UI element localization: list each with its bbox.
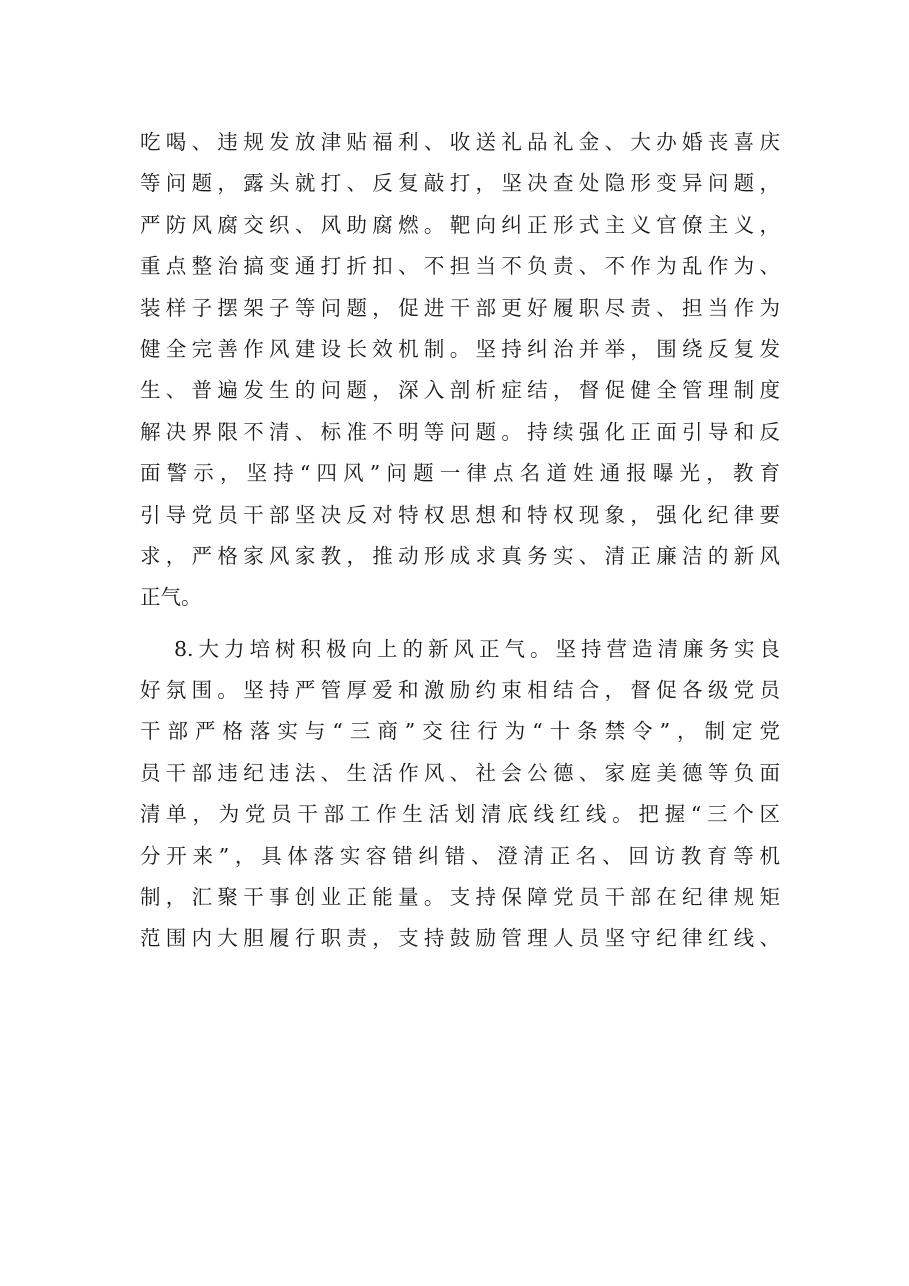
paragraph-line: 装样子摆架子等问题，促进干部更好履职尽责、担当作为 [140, 295, 780, 320]
paragraph-line: 重点整治搞变通打折扣、不担当不负责、不作为乱作为、 [140, 254, 780, 279]
paragraph-line: 分开来”，具体落实容错纠错、澄清正名、回访教育等机 [140, 843, 780, 868]
paragraph-line: 范围内大胆履行职责，支持鼓励管理人员坚守纪律红线、 [140, 926, 780, 951]
paragraph-line: 解决界限不清、标准不明等问题。持续强化正面引导和反 [140, 419, 780, 444]
paragraph-line: 吃喝、违规发放津贴福利、收送礼品礼金、大办婚丧喜庆 [140, 130, 780, 154]
paragraph-line: 严防风腐交织、风助腐燃。靶向纠正形式主义官僚主义， [140, 212, 780, 237]
paragraph-line: 健全完善作风建设长效机制。坚持纠治并举，围绕反复发 [140, 336, 780, 361]
paragraph-line: 生、普遍发生的问题，深入剖析症结，督促健全管理制度 [140, 378, 780, 403]
paragraph-gap [140, 619, 780, 629]
document-body [140, 122, 780, 960]
paragraph-line: 清单，为党员干部工作生活划清底线红线。把握“三个区 [140, 802, 780, 827]
paragraph-line: 正气。 [140, 585, 202, 610]
paragraph-line: 员干部违纪违法、生活作风、社会公德、家庭美德等负面 [140, 760, 780, 785]
paragraph-line: 等问题，露头就打、反复敲打，坚决查处隐形变异问题， [140, 171, 780, 196]
paragraph-line: 8.大力培树积极向上的新风正气。坚持营造清廉务实良 [174, 636, 780, 661]
paragraph-line: 面警示，坚持“四风”问题一律点名道姓通报曝光，教育 [140, 461, 780, 486]
paragraph-line: 引导党员干部坚决反对特权思想和特权现象，强化纪律要 [140, 502, 780, 527]
paragraph-line: 制，汇聚干事创业正能量。支持保障党员干部在纪律规矩 [140, 885, 780, 910]
paragraph-line: 求，严格家风家教，推动形成求真务实、清正廉洁的新风 [140, 543, 780, 568]
paragraph-1 [140, 122, 780, 619]
paragraph-2 [140, 629, 780, 960]
paragraph-line: 好氛围。坚持严管厚爱和激励约束相结合，督促各级党员 [140, 678, 780, 703]
paragraph-line: 干部严格落实与“三商”交往行为“十条禁令”，制定党 [140, 719, 780, 744]
